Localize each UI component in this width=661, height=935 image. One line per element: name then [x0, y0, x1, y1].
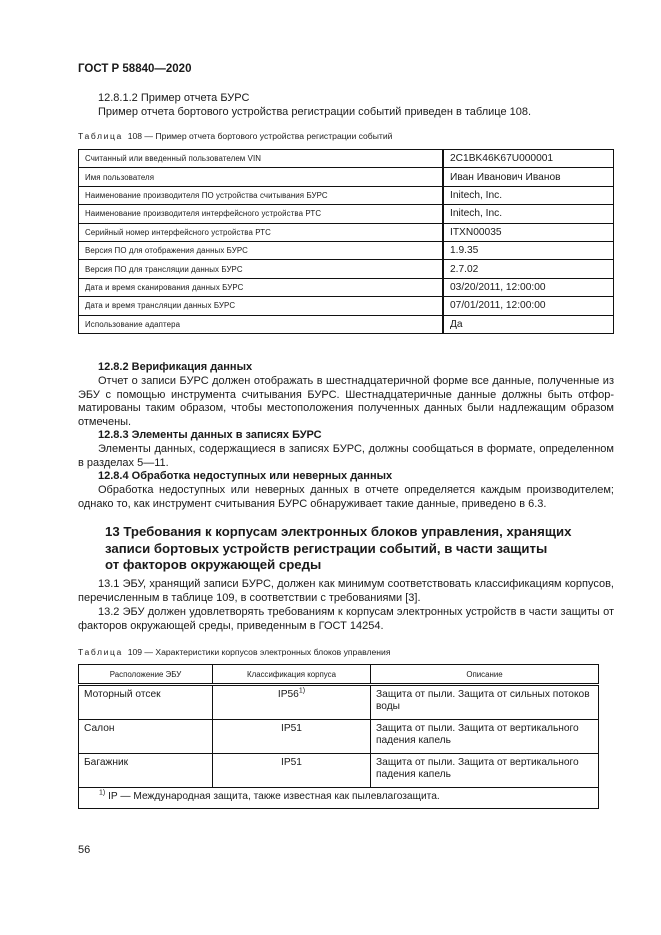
classification-value: IP51	[281, 757, 302, 768]
table-row	[79, 720, 599, 754]
classification-value: IP56	[277, 689, 299, 700]
table-109-caption	[78, 647, 390, 657]
table-caption-text: 109 — Характеристики корпусов электронных блоков управления	[127, 647, 391, 657]
section-title-12-8-2: 12.8.2 Верификация данных	[98, 361, 253, 373]
table-cell-key: Наименование производителя интерфейсного устройства РТС	[79, 205, 444, 223]
table-header-row	[79, 665, 599, 685]
table-cell-value: Initech, Inc.	[443, 205, 614, 223]
cell-location: Моторный отсек	[79, 685, 213, 720]
table-footnote	[79, 788, 599, 809]
section-text-12-8-3: Элементы данных, содержащиеся в записях БУРС, должны сообщаться в формате, определенном в разделах 5—11.	[78, 443, 614, 469]
cell-location: Багажник	[79, 754, 213, 788]
table-row	[79, 186, 614, 204]
table-cell-value: 2C1BK46K67U000001	[443, 150, 614, 168]
table-cell-value: 07/01/2011, 12:00:00	[443, 297, 614, 315]
table-cell-value: Да	[443, 315, 614, 333]
footnote-text: IP — Международная защита, также известная как пылевлагозащита.	[105, 791, 440, 802]
section-text-12-8-2: Отчет о записи БУРС должен отображать в шестнадцатеричной форме все данные, полученные из ЭБУ с помощью инструмента считывания БУРС. Шестнадцатеричные данные должны быть отформатированы таким образом, чтобы местоположения полученных данных были надлежащим образом отмечены.	[78, 375, 614, 428]
cell-classification	[213, 720, 371, 754]
paragraph-13-2: 13.2 ЭБУ должен удовлетворять требованиям к корпусам электронных устройств в части защиты от факторов окружающей среды, приведенным в ГОСТ 14254.	[78, 606, 614, 632]
table-caption-label: Таблица	[78, 647, 123, 657]
section-title-12-8-1-2: 12.8.1.2 Пример отчета БУРС	[98, 92, 250, 104]
table-108	[78, 149, 614, 334]
table-row	[79, 205, 614, 223]
section-text-12-8-4: Обработка недоступных или неверных данных в отчете определяется каждым производителем; однако то, как инструмент считывания БУРС обнаруживает такие данные, приведено в 6.3.	[78, 484, 614, 510]
table-footnote-row	[79, 788, 599, 809]
table-row	[79, 241, 614, 259]
table-cell-value: ITXN00035	[443, 223, 614, 241]
table-cell-value: 03/20/2011, 12:00:00	[443, 278, 614, 296]
table-cell-value: Иван Иванович Иванов	[443, 168, 614, 186]
paragraph-13-1: 13.1 ЭБУ, хранящий записи БУРС, должен как минимум соответствовать классификациям корпусов, перечисленным в таблице 109, в соответствии с требованиями [3].	[78, 578, 614, 604]
table-row	[79, 168, 614, 186]
section-title-12-8-4: 12.8.4 Обработка недоступных или неверных данных	[98, 470, 393, 482]
table-cell-key: Дата и время сканирования данных БУРС	[79, 278, 444, 296]
table-row	[79, 278, 614, 296]
section-heading-13	[105, 524, 605, 574]
cell-description: Защита от пыли. Защита от вертикального падения капель	[371, 720, 599, 754]
table-cell-value: 1.9.35	[443, 241, 614, 259]
table-cell-value: Initech, Inc.	[443, 186, 614, 204]
table-cell-key: Версия ПО для отображения данных БУРС	[79, 241, 444, 259]
cell-classification	[213, 754, 371, 788]
table-row	[79, 754, 599, 788]
table-cell-value: 2.7.02	[443, 260, 614, 278]
table-cell-key: Считанный или введенный пользователем VIN	[79, 150, 444, 168]
table-108-caption	[78, 131, 392, 141]
document-id-header: ГОСТ Р 58840—2020	[78, 63, 192, 75]
table-cell-key: Имя пользователя	[79, 168, 444, 186]
column-header-description: Описание	[371, 665, 599, 685]
table-cell-key: Дата и время трансляции данных БУРС	[79, 297, 444, 315]
footnote-ref: 1)	[298, 687, 306, 695]
heading-line: записи бортовых устройств регистрации событий, в части защиты	[105, 540, 548, 556]
footnote-mark: 1)	[99, 789, 106, 797]
table-row	[79, 260, 614, 278]
cell-description: Защита от пыли. Защита от сильных потоков воды	[371, 685, 599, 720]
table-cell-key: Серийный номер интерфейсного устройства РТС	[79, 223, 444, 241]
table-caption-text: 108 — Пример отчета бортового устройства регистрации событий	[127, 131, 393, 141]
column-header-location: Расположение ЭБУ	[79, 665, 213, 685]
table-109	[78, 664, 599, 809]
heading-line: 13 Требования к корпусам электронных блоков управления, хранящих	[105, 524, 572, 539]
cell-classification	[213, 685, 371, 720]
table-cell-key: Наименование производителя ПО устройства считывания БУРС	[79, 186, 444, 204]
table-cell-key: Использование адаптера	[79, 315, 444, 333]
section-title-12-8-3: 12.8.3 Элементы данных в записях БУРС	[98, 429, 322, 441]
table-row	[79, 315, 614, 333]
table-row	[79, 685, 599, 720]
page-number: 56	[78, 844, 91, 856]
table-row	[79, 223, 614, 241]
heading-line: от факторов окружающей среды	[105, 557, 322, 572]
table-row	[79, 297, 614, 315]
table-cell-key: Версия ПО для трансляции данных БУРС	[79, 260, 444, 278]
column-header-classification: Классификация корпуса	[213, 665, 371, 685]
classification-value: IP51	[281, 723, 302, 734]
cell-description: Защита от пыли. Защита от вертикального падения капель	[371, 754, 599, 788]
table-caption-label: Таблица	[78, 131, 123, 141]
table-row	[79, 150, 614, 168]
section-text-12-8-1-2: Пример отчета бортового устройства регистрации событий приведен в таблице 108.	[98, 106, 532, 118]
cell-location: Салон	[79, 720, 213, 754]
